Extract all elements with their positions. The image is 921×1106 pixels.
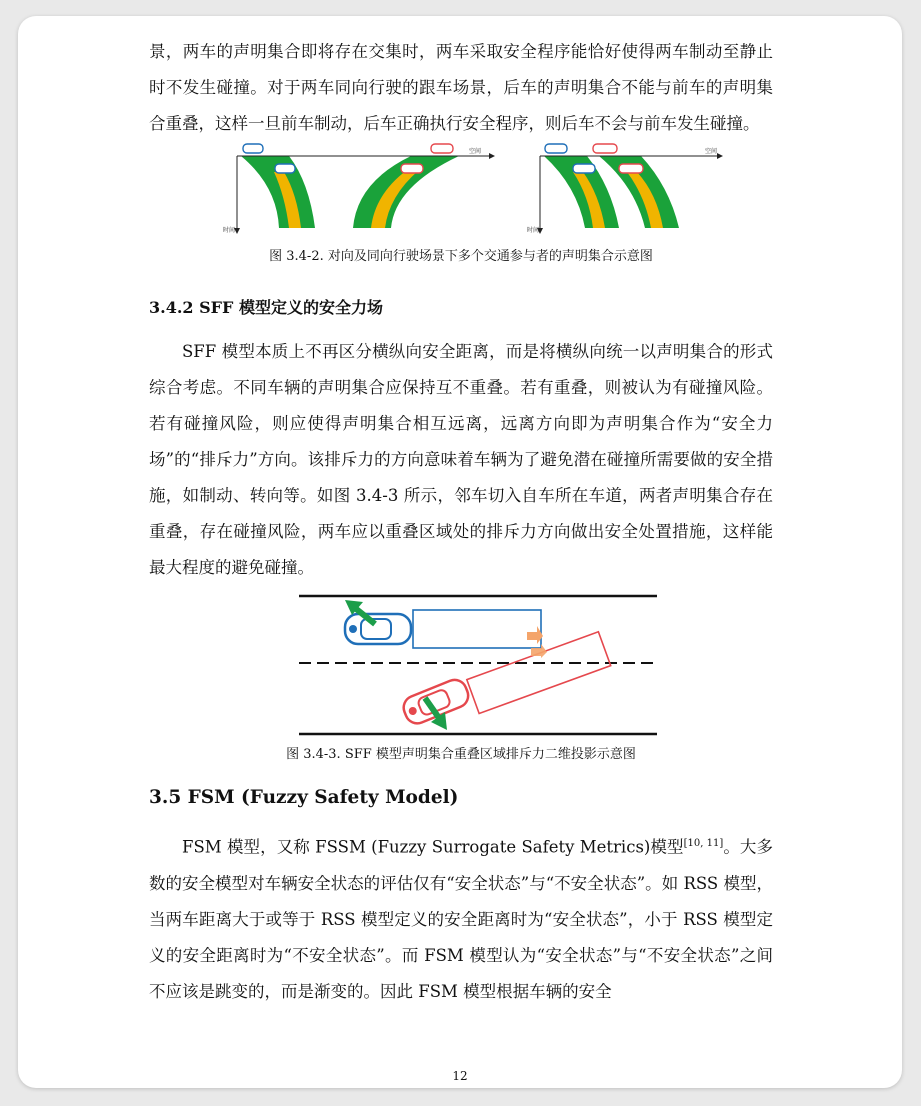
time-axis-label: 时间	[223, 227, 236, 234]
page-number: 12	[452, 1069, 468, 1083]
document-page	[18, 16, 902, 1088]
top-paragraph: 景，两车的声明集合即将存在交集时，两车采取安全程序能恰好使得两车制动至静止时不发生碰撞。对于两车同向行驶的跟车场景，后车的声明集合不能与前车的声明集合重叠，这样一旦前车制动，后车正确执行安全程序，则后车不会与前车发生碰撞。	[149, 42, 773, 133]
figure-caption: 图 3.4-2. 对向及同向行驶场景下多个交通参与者的声明集合示意图	[269, 249, 653, 264]
section-3-4-2-paragraph: SFF 模型本质上不再区分横纵向安全距离，而是将横纵向统一以声明集合的形式综合考虑。不同车辆的声明集合应保持互不重叠。若有重叠，则被认为有碰撞风险。若有碰撞风险，则应使得声明集合相互远离，远离方向即为声明集合作为“安全力场”的“排斥力”方向。该排斥力的方向意味着车辆为了避免潜在碰撞所需要做的安全措施，如制动、转向等。如图 3.4-3 所示，邻车切入自车所在车道，两者声明集合存在重叠，存在碰撞风险，两车应以重叠区域处的排斥力方向做出安全处置措施，这样能最大程度的避免碰撞。	[149, 342, 773, 577]
ego-claim-set	[413, 610, 541, 648]
section-heading-3-4-2: 3.4.2 SFF 模型定义的安全力场	[149, 298, 383, 317]
red-car-icon	[401, 164, 423, 173]
figure-3-4-3	[149, 594, 773, 764]
para-text-after-ref: 。大多数的安全模型对车辆安全状态的评估仅有“安全状态”与“不安全状态”。如 RSS 模型，当两车距离大于或等于 RSS 模型定义的安全距离时为“安全状态”，小于 RSS 模型定义的安全距离时为“不安全状态”。而 FSM 模型认为“安全状态”与“不安全状态”之间不应该是跳变的，而是渐变的。因此 FSM 模型根据车辆的安全	[149, 837, 773, 1001]
opposing-traffic-diagram	[223, 144, 495, 234]
citation-ref: [10, 11]	[683, 838, 724, 849]
same-direction-diagram	[527, 144, 723, 234]
neighbor-claim-set	[467, 632, 611, 714]
time-axis-label: 时间	[527, 227, 540, 234]
red-car-icon	[431, 144, 453, 153]
blue-car-icon	[243, 144, 263, 153]
red-car-icon	[619, 164, 643, 173]
section-3-5-paragraph	[149, 826, 773, 1010]
section-heading-3-5: 3.5 FSM (Fuzzy Safety Model)	[149, 787, 459, 808]
red-car-icon	[593, 144, 617, 153]
blue-car-icon	[275, 164, 295, 173]
figure-caption: 图 3.4-3. SFF 模型声明集合重叠区域排斥力二维投影示意图	[286, 747, 636, 762]
space-axis-arrow	[489, 153, 495, 159]
space-axis-arrow	[717, 153, 723, 159]
blue-car-icon	[345, 614, 411, 644]
space-axis-label: 空间	[705, 148, 718, 155]
repulsive-force-diagram	[149, 594, 773, 744]
space-axis-label: 空间	[469, 148, 482, 155]
para-text-before-ref: FSM 模型，又称 FSSM (Fuzzy Surrogate Safety Metrics)模型	[182, 837, 684, 857]
page-content	[149, 34, 773, 1010]
blue-car-icon	[573, 164, 595, 173]
figure-3-4-2	[149, 142, 773, 268]
orange-force-arrow-icon	[531, 644, 547, 658]
claim-set-diagram	[149, 142, 773, 242]
blue-car-icon	[545, 144, 567, 153]
